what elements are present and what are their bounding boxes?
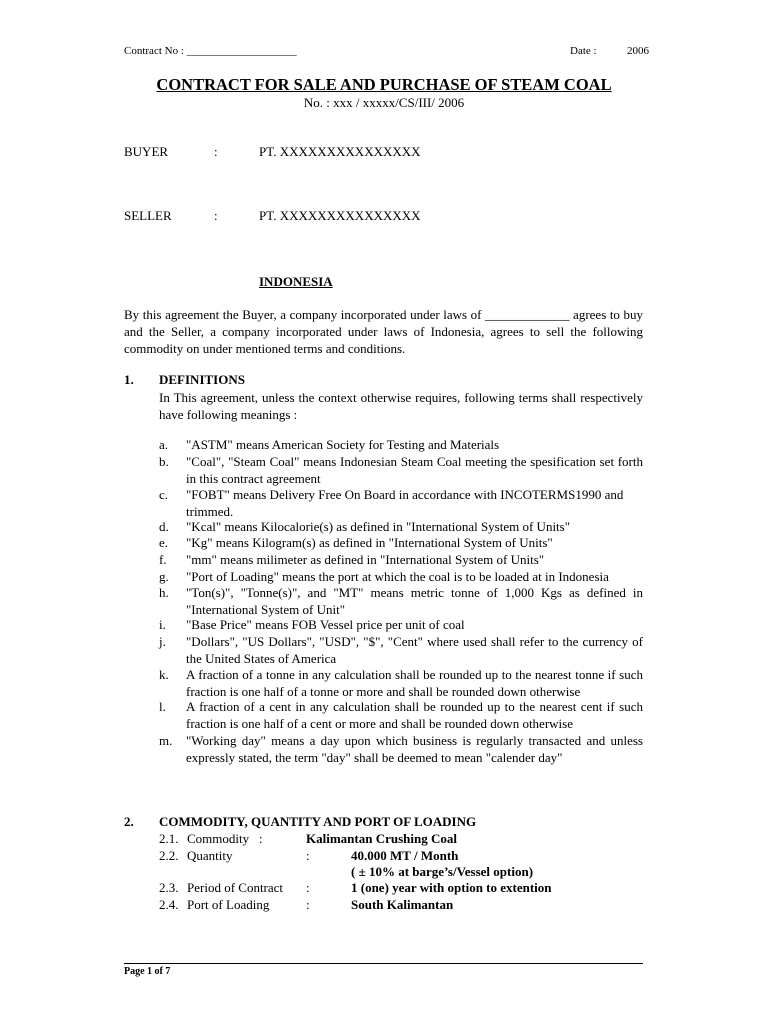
definition-text: "ASTM" means American Society for Testing and Materials — [186, 437, 500, 452]
quantity-value: 40.000 MT / Month — [351, 848, 459, 863]
section1-lead: In This agreement, unless the context otherwise requires, following terms shall respectively have following meanings : — [159, 390, 643, 422]
buyer-colon: : — [214, 144, 218, 159]
port-colon: : — [306, 897, 310, 912]
commodity-label: Commodity — [187, 831, 250, 846]
quantity-colon: : — [306, 848, 310, 863]
definition-text: "Working day" means a day upon which business is regularly transacted and unless expressly stated, the term "day" shall be deemed to mean "calender day" — [186, 733, 643, 765]
definition-text: "Kcal" means Kilocalorie(s) as defined in "International System of Units" — [186, 519, 571, 534]
definition-text: "Base Price" means FOB Vessel price per unit of coal — [186, 617, 465, 632]
buyer-value: PT. XXXXXXXXXXXXXXX — [259, 144, 421, 159]
page-number: Page 1 of 7 — [124, 966, 171, 977]
period-num: 2.3. — [159, 880, 179, 895]
definition-letter: l. — [159, 699, 166, 714]
quantity-tolerance: ( ± 10% at barge’s/Vessel option) — [351, 864, 534, 879]
period-value: 1 (one) year with option to extention — [351, 880, 552, 895]
definition-letter: h. — [159, 585, 169, 600]
port-value: South Kalimantan — [351, 897, 454, 912]
section2-number: 2. — [124, 814, 134, 829]
definition-text: "Port of Loading" means the port at which the coal is to be loaded at in Indonesia — [186, 569, 609, 584]
definition-letter: m. — [159, 733, 173, 748]
definition-text: "Dollars", "US Dollars", "USD", "$", "Cent" where used shall refer to the currency of the United States of America — [186, 634, 643, 666]
section1-number: 1. — [124, 372, 134, 387]
definition-text: "Ton(s)", "Tonne(s)", and "MT" means metric tonne of 1,000 Kgs as defined in "International System of Unit" — [186, 585, 643, 617]
definition-text: "Kg" means Kilogram(s) as defined in "International System of Units" — [186, 535, 553, 550]
definition-letter: g. — [159, 569, 169, 584]
port-label: Port of Loading — [187, 897, 270, 912]
definition-letter: b. — [159, 454, 169, 469]
section1-heading: DEFINITIONS — [159, 372, 245, 387]
date-label: Date : — [570, 45, 597, 57]
definition-letter: j. — [159, 634, 166, 649]
period-label: Period of Contract — [187, 880, 284, 895]
seller-colon: : — [214, 208, 218, 223]
footer-rule — [124, 963, 643, 964]
seller-value: PT. XXXXXXXXXXXXXXX — [259, 208, 421, 223]
intro-paragraph: By this agreement the Buyer, a company incorporated under laws of _____________ agrees to buy and the Seller, a company incorporated under laws of Indonesia, agrees to sell the following commodity on under mentioned terms and conditions. — [124, 307, 643, 356]
definition-letter: f. — [159, 552, 167, 567]
definition-letter: c. — [159, 487, 169, 502]
buyer-label: BUYER — [124, 144, 169, 159]
definition-letter: i. — [159, 617, 166, 632]
document-title: CONTRACT FOR SALE AND PURCHASE OF STEAM COAL — [156, 75, 612, 94]
definition-letter: d. — [159, 519, 169, 534]
definition-text: "FOBT" means Delivery Free On Board in accordance with INCOTERMS1990 and trimmed. — [186, 487, 624, 519]
definition-text: A fraction of a cent in any calculation shall be rounded up to the nearest cent if such fraction is one half of a cent or more and shall be rounded down otherwise — [186, 699, 643, 731]
definition-text: A fraction of a tonne in any calculation shall be rounded up to the nearest tonne if such fraction is one half of a tonne or more and shall be rounded down otherwise — [186, 667, 643, 699]
port-num: 2.4. — [159, 897, 179, 912]
definition-letter: a. — [159, 437, 169, 452]
period-colon: : — [306, 880, 310, 895]
seller-label: SELLER — [124, 208, 172, 223]
definition-text: "mm" means milimeter as defined in "International System of Units" — [186, 552, 545, 567]
quantity-num: 2.2. — [159, 848, 179, 863]
commodity-colon: : — [259, 831, 263, 846]
section2-heading: COMMODITY, QUANTITY AND PORT OF LOADING — [159, 814, 477, 829]
definition-letter: k. — [159, 667, 169, 682]
quantity-label: Quantity — [187, 848, 233, 863]
commodity-num: 2.1. — [159, 831, 179, 846]
contract-number: No. : xxx / xxxxx/CS/III/ 2006 — [303, 95, 465, 110]
seller-country: INDONESIA — [259, 274, 333, 289]
commodity-value: Kalimantan Crushing Coal — [306, 831, 457, 846]
definition-letter: e. — [159, 535, 169, 550]
contract-no-field: Contract No : ____________________ — [124, 45, 297, 57]
date-year: 2006 — [627, 45, 649, 57]
definition-text: "Coal", "Steam Coal" means Indonesian Steam Coal meeting the spesification set forth in this contract agreement — [186, 454, 643, 486]
